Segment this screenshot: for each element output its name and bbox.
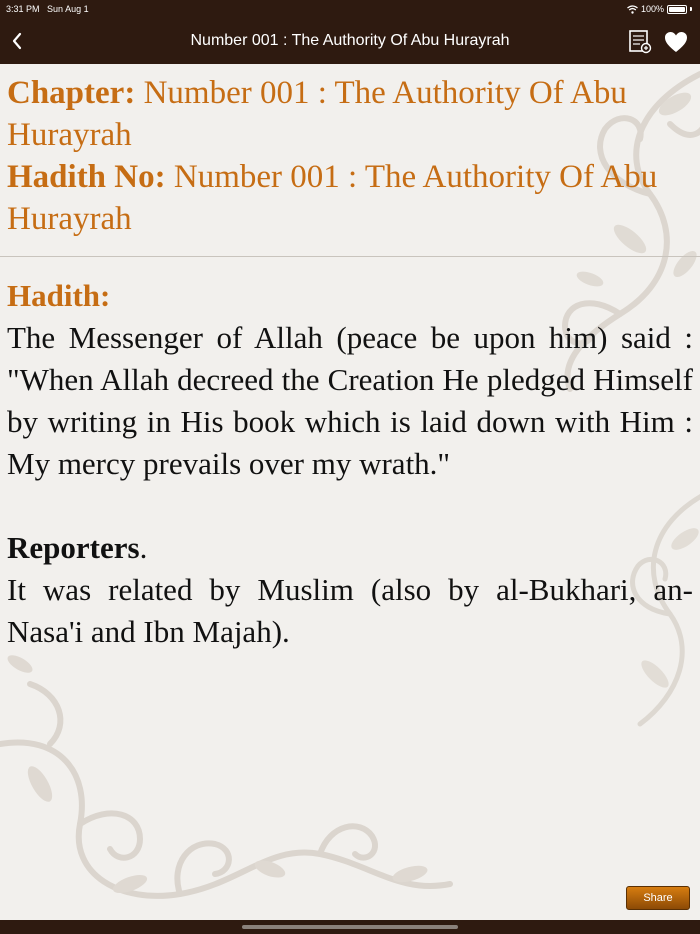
notes-edit-icon <box>626 28 654 56</box>
battery-icon <box>667 5 687 14</box>
hadith-label: Hadith: <box>7 278 111 313</box>
battery-percent: 100% <box>640 4 664 14</box>
navigation-bar <box>0 18 700 64</box>
favorite-button[interactable] <box>662 28 690 56</box>
divider <box>0 256 700 257</box>
status-bar <box>0 0 700 18</box>
reporters-punct: . <box>139 530 148 565</box>
hadith-number-label: Hadith No: <box>7 159 166 195</box>
reporters-label: Reporters <box>7 530 140 565</box>
reporters-heading <box>7 527 693 569</box>
floral-ornament-bottom-left <box>0 624 460 920</box>
chapter-line <box>7 72 693 156</box>
heart-icon <box>662 28 690 56</box>
share-button[interactable]: Share <box>626 886 690 910</box>
chapter-value: Number 001 : The Authority Of Abu Hurayrah <box>7 75 627 153</box>
chapter-label: Chapter: <box>7 75 136 111</box>
status-time-date: 3:31 PM Sun Aug 1 <box>6 4 89 14</box>
notes-button[interactable] <box>626 28 654 56</box>
bottom-bar <box>0 920 700 934</box>
hadith-number-line <box>7 156 693 240</box>
home-indicator[interactable] <box>242 925 458 929</box>
status-right <box>627 4 692 14</box>
hadith-number-value: Number 001 : The Authority Of Abu Hurayrah <box>7 159 658 237</box>
nav-title: Number 001 : The Authority Of Abu Hurayrah <box>190 32 510 49</box>
reporters-text: It was related by Muslim (also by al-Bukhari, an-Nasa'i and Ibn Majah). <box>7 572 693 649</box>
back-button[interactable] <box>6 26 34 56</box>
chevron-left-icon <box>6 26 34 56</box>
wifi-icon <box>627 5 638 14</box>
hadith-content <box>0 64 700 920</box>
hadith-text: The Messenger of Allah (peace be upon him) said : "When Allah decreed the Creation He pledged Himself by writing in His book which is laid down with Him : My mercy prevails over my wrath." <box>7 320 693 481</box>
